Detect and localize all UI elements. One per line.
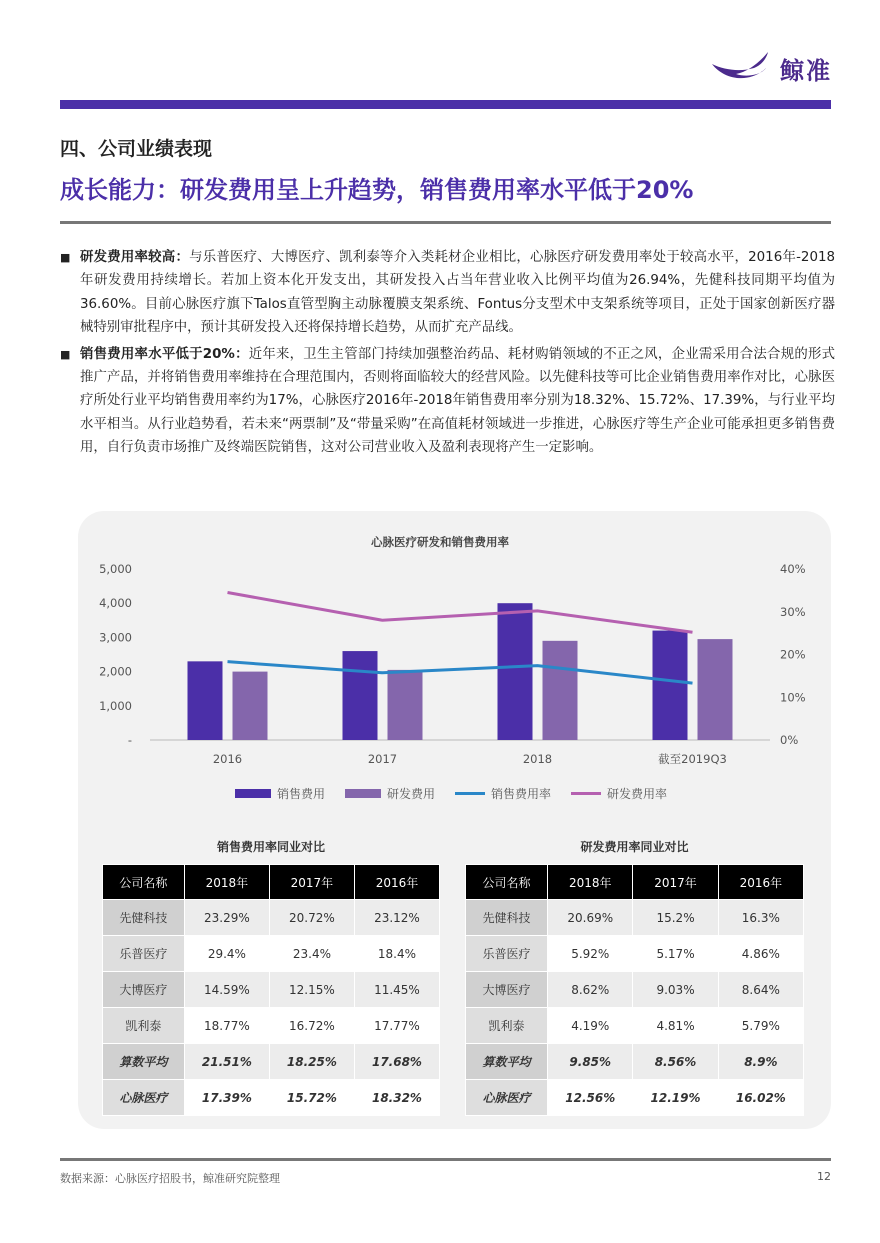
column-header: 2016年 [718,865,803,900]
table-row [103,972,440,1008]
legend-swatch [571,792,601,795]
y-tick-label: 3,000 [99,630,132,645]
company-name-cell: 算数平均 [466,1044,548,1080]
rate-cell: 23.29% [184,900,269,936]
rate-cell: 9.85% [548,1044,633,1080]
bullet-square-icon: ■ [60,347,71,361]
rate-cell: 17.39% [184,1080,269,1116]
company-name-cell: 凯利泰 [103,1008,185,1044]
table-row [466,900,804,936]
table-row [103,1008,440,1044]
bar-sales-expense [653,631,688,740]
rd-rate-line [228,593,693,633]
table-row [103,936,440,972]
rate-cell: 9.03% [633,972,718,1008]
company-name-cell: 心脉医疗 [466,1080,548,1116]
page-number: 12 [817,1170,831,1183]
bullet-lead: 研发费用率较高： [80,250,190,265]
legend-swatch [455,792,485,795]
bar-sales-expense [343,651,378,740]
rate-cell: 23.12% [354,900,439,936]
y-tick-label: 5,000 [99,562,132,576]
x-tick-label: 截至2019Q3 [658,752,727,766]
rate-cell: 12.15% [269,972,354,1008]
column-header: 2017年 [269,865,354,900]
table-row [466,1080,804,1116]
table-header-row [466,865,804,900]
table-row [103,1080,440,1116]
company-name-cell: 乐普医疗 [466,936,548,972]
legend-item [345,785,435,802]
y2-tick-label: 20% [780,647,806,662]
legend-swatch [235,789,271,798]
table-row [466,936,804,972]
rate-cell: 16.02% [718,1080,803,1116]
chart-title: 心脉医疗研发和销售费用率 [371,535,509,549]
table-row [466,972,804,1008]
table-row [466,1008,804,1044]
column-header: 2017年 [633,865,718,900]
rate-cell: 8.56% [633,1044,718,1080]
column-header: 2018年 [548,865,633,900]
bar-rd-expense [543,641,578,740]
x-tick-label: 2018 [522,752,553,766]
rate-cell: 5.92% [548,936,633,972]
legend-item [455,785,551,802]
section-title: 四、公司业绩表现 [60,138,213,160]
y2-tick-label: 0% [780,733,799,747]
legend-item [571,785,667,802]
rate-cell: 15.2% [633,900,718,936]
legend-item [235,785,325,802]
company-name-cell: 大博医疗 [103,972,185,1008]
source-note: 数据来源：心脉医疗招股书，鲸准研究院整理 [60,1172,280,1185]
rate-cell: 8.9% [718,1044,803,1080]
rd-rate-table [465,864,804,1116]
bar-sales-expense [498,603,533,740]
rate-cell: 29.4% [184,936,269,972]
rate-cell: 8.64% [718,972,803,1008]
bullet-square-icon: ■ [60,251,71,264]
rate-cell: 20.72% [269,900,354,936]
company-name-cell: 心脉医疗 [103,1080,185,1116]
rate-cell: 4.81% [633,1008,718,1044]
headline: 成长能力：研发费用呈上升趋势，销售费用率水平低于20% [60,176,694,204]
y2-tick-label: 40% [780,562,806,576]
y-tick-label: - [127,733,132,747]
company-name-cell: 凯利泰 [466,1008,548,1044]
y-tick-label: 2,000 [99,664,132,679]
x-tick-label: 2017 [367,752,398,766]
y2-tick-label: 10% [780,690,806,705]
column-header: 2018年 [184,865,269,900]
footer-divider [60,1158,831,1161]
sales-table-title: 销售费用率同业对比 [216,840,325,854]
sales-rate-line [228,662,693,683]
bullet-text: 近年来，卫生主管部门持续加强整治药品、耗材购销领域的不正之风，企业需采用合法合规的形式推广产品，并将销售费用率维持在合理范围内，否则将面临较大的经营风险。以先健科技等可比企业销售费用率作对比，心脉医疗所处行业平均销售费用率约为17%，心脉医疗2016年-2018年销售费用率分别为18.32%、15.72%、17.39%，与行业平均水平相当。从行业趋势看，若未来“两票制”及“带量采购”在高值耗材领域进一步推进，心脉医疗等生产企业可能承担更多销售费用，自行负责市场推广及终端医院销售，这对公司营业收入及盈利表现将产生一定影响。 [80,346,836,456]
legend-swatch [345,789,381,798]
rate-cell: 12.56% [548,1080,633,1116]
rate-cell: 16.3% [718,900,803,936]
column-header: 2016年 [354,865,439,900]
rate-cell: 11.45% [354,972,439,1008]
column-header: 公司名称 [103,865,185,900]
y2-tick-label: 30% [780,604,806,619]
bar-sales-expense [188,661,223,740]
rate-cell: 17.68% [354,1044,439,1080]
x-tick-label: 2016 [212,752,243,766]
rate-cell: 5.17% [633,936,718,972]
table-row [103,900,440,936]
company-name-cell: 算数平均 [103,1044,185,1080]
company-name-cell: 先健科技 [466,900,548,936]
rate-cell: 23.4% [269,936,354,972]
bar-rd-expense [233,672,268,740]
company-name-cell: 大博医疗 [466,972,548,1008]
y-tick-label: 4,000 [99,596,132,611]
rate-cell: 18.4% [354,936,439,972]
rate-cell: 17.77% [354,1008,439,1044]
rate-cell: 16.72% [269,1008,354,1044]
rate-cell: 4.19% [548,1008,633,1044]
logo-text: 鲸准 [780,56,832,85]
legend-label: 销售费用率 [491,787,552,801]
legend-label: 研发费用 [387,787,436,801]
rate-cell: 5.79% [718,1008,803,1044]
table-row [466,1044,804,1080]
rate-cell: 8.62% [548,972,633,1008]
legend-label: 研发费用率 [607,787,668,801]
bar-rd-expense [388,670,423,740]
rate-cell: 12.19% [633,1080,718,1116]
bullet-text: 与乐普医疗、大博医疗、凯利泰等介入类耗材企业相比，心脉医疗研发费用率处于较高水平，2016年-2018年研发费用持续增长。若加上资本化开发支出，其研发投入占当年营业收入比例平均值为26.94%，先健科技同期平均值为36.60%。目前心脉医疗旗下Talos直管型胸主动脉覆膜支架系统、Fontus分支型术中支架系统等项目，正处于国家创新医疗器械特别审批程序中，预计其研发投入还将保持增长趋势，从而扩充产品线。 [80,250,835,336]
column-header: 公司名称 [466,865,548,900]
legend-label: 销售费用 [277,787,326,801]
company-name-cell: 乐普医疗 [103,936,185,972]
rate-cell: 4.86% [718,936,803,972]
rd-table-title: 研发费用率同业对比 [580,840,689,854]
company-name-cell: 先健科技 [103,900,185,936]
rate-cell: 21.51% [184,1044,269,1080]
rate-cell: 18.25% [269,1044,354,1080]
rate-cell: 15.72% [269,1080,354,1116]
y-tick-label: 1,000 [99,698,132,713]
rate-cell: 18.32% [354,1080,439,1116]
rate-cell: 20.69% [548,900,633,936]
table-header-row [103,865,440,900]
bar-rd-expense [698,639,733,740]
chart-legend [235,785,667,802]
sales-rate-table [102,864,440,1116]
rate-cell: 14.59% [184,972,269,1008]
bullet-lead: 销售费用率水平低于20%： [80,346,249,362]
rate-cell: 18.77% [184,1008,269,1044]
table-row [103,1044,440,1080]
